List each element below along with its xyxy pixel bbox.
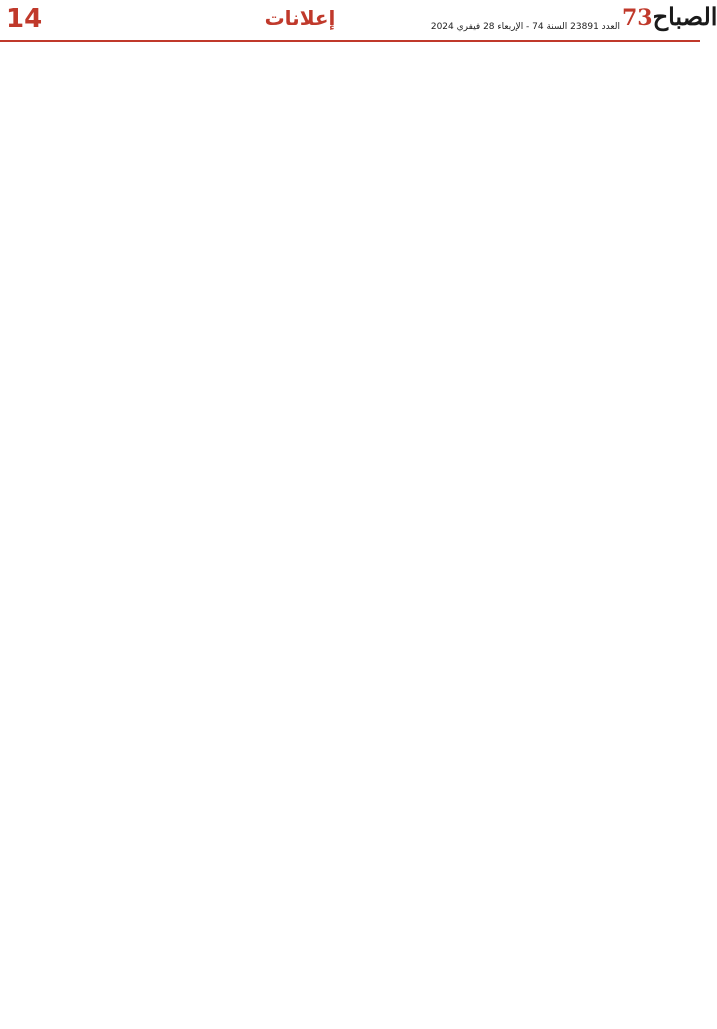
newspaper-logo: [622, 2, 717, 36]
section-title: إعلانات: [264, 6, 336, 30]
page-number: 14: [6, 4, 43, 34]
page-header: [0, 0, 717, 42]
issue-line: العدد 23891 السنة 74 - الإربعاء 28 فيفري 2024: [430, 22, 620, 32]
logo-number: 73: [622, 5, 653, 31]
logo-text: الصباح: [652, 2, 717, 31]
